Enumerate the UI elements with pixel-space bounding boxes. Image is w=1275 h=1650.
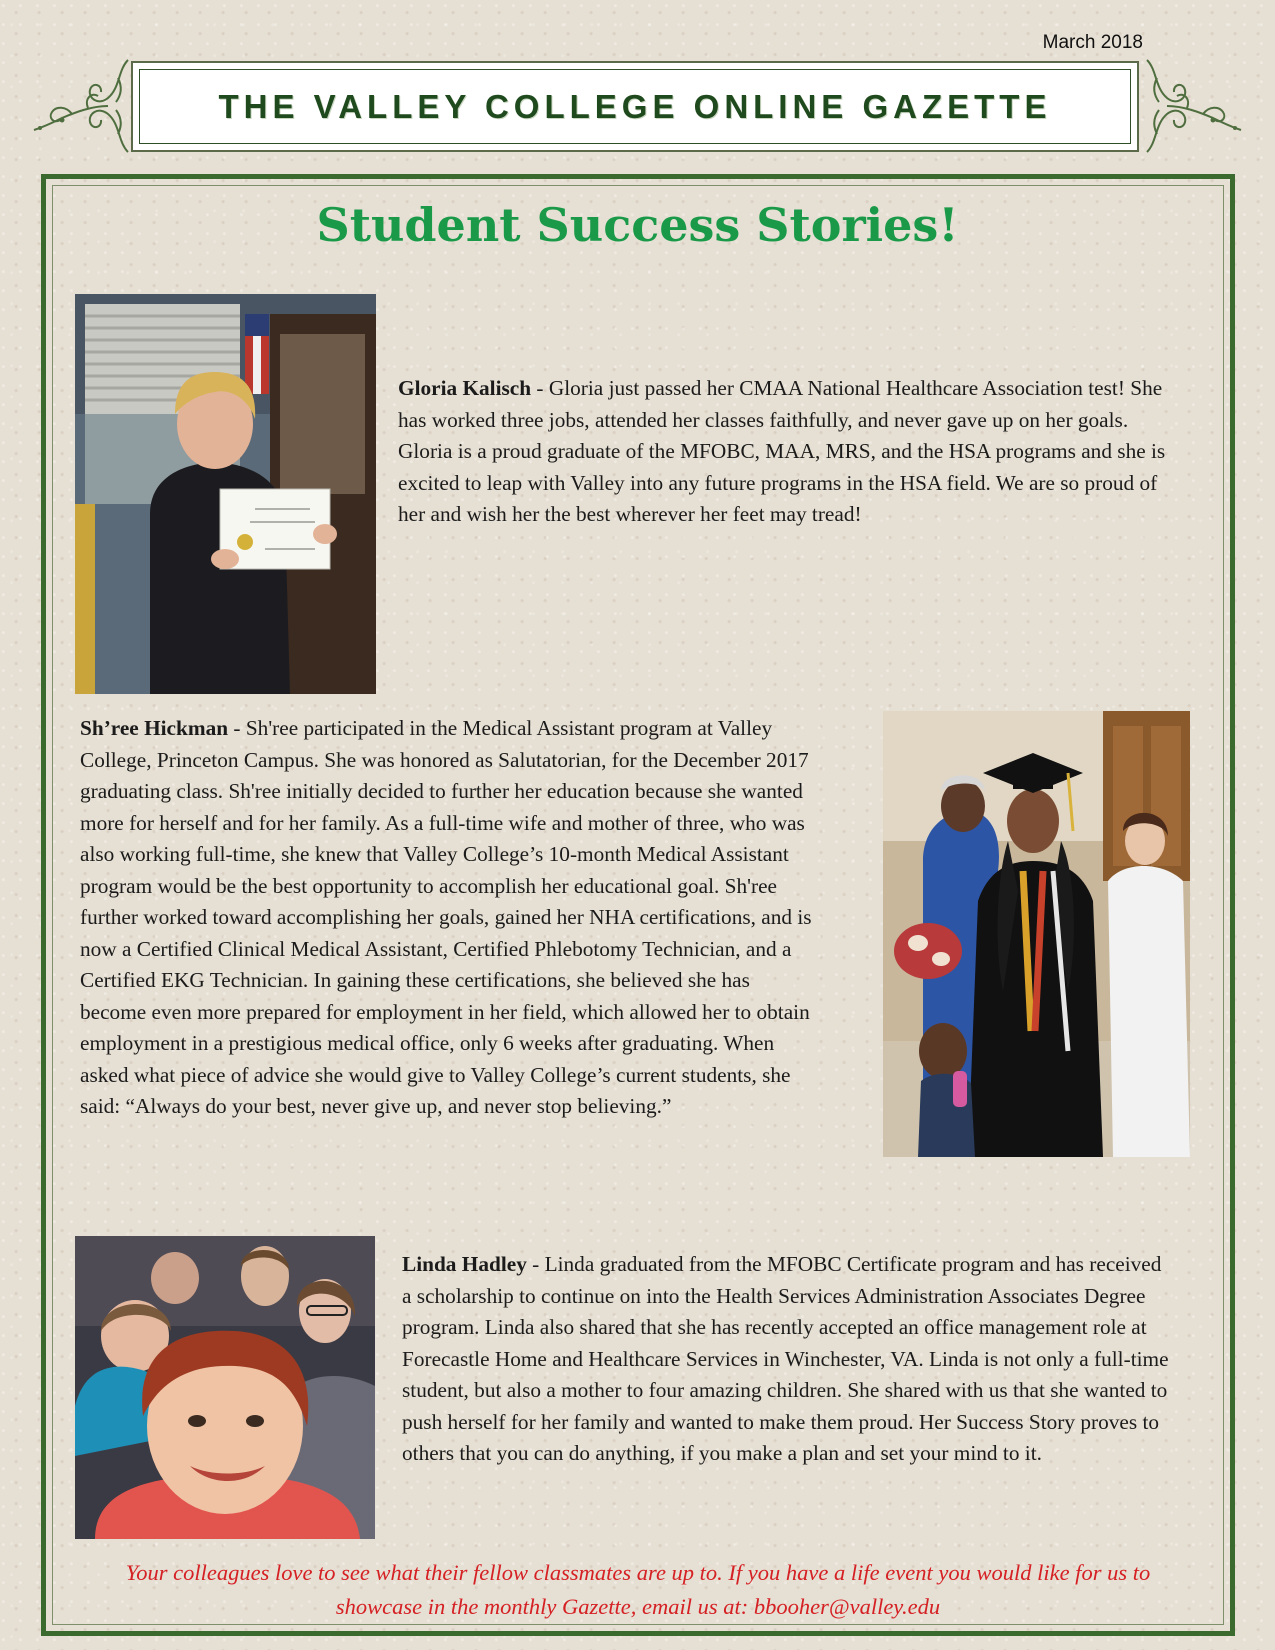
footer-call-to-action: Your colleagues love to see what their fellow classmates are up to. If you have a life event you would like for us to showcase in the monthly Gazette, email us at: bbooher@valley.edu	[125, 1560, 1151, 1619]
story-gloria-kalisch	[398, 373, 1173, 531]
photo-gloria-kalisch	[75, 294, 376, 694]
story-body: - Gloria just passed her CMAA National Healthcare Association test! She has worked three jobs, attended her classes faithfully, and never gave up on her goals. Gloria is a proud graduate of the MFOBC, MAA, MRS, and the HSA programs and she is excited to leap with Valley into any future programs in the HSA field. We are so proud of her and wish her the best wherever her feet may tread!	[398, 376, 1166, 526]
flourish-ornament-right	[1143, 58, 1243, 154]
photo-shree-hickman	[883, 711, 1190, 1157]
masthead	[131, 61, 1139, 152]
story-body: - Linda graduated from the MFOBC Certificate program and has received a scholarship to continue on into the Health Services Administration Associates Degree program. Linda also shared that she has recently accepted an office management role at Forecastle Home and Healthcare Services in Winchester, VA. Linda is not only a full-time student, but also a mother to four amazing children. She shared with us that she wanted to push herself for her family and wanted to make them proud. Her Success Story proves to others that you can do anything, if you make a plan and set your mind to it.	[402, 1252, 1169, 1465]
masthead-title: THE VALLEY COLLEGE ONLINE GAZETTE	[218, 87, 1052, 125]
issue-date: March 2018	[1042, 32, 1143, 53]
story-shree-hickman	[80, 713, 820, 1123]
story-name: Sh’ree Hickman	[80, 716, 229, 740]
story-name: Gloria Kalisch	[398, 376, 532, 400]
story-linda-hadley	[402, 1249, 1175, 1470]
flourish-ornament-left	[32, 58, 132, 154]
masthead-inner-border	[139, 69, 1131, 144]
story-name: Linda Hadley	[402, 1252, 527, 1276]
photo-linda-hadley	[75, 1236, 375, 1539]
headline: Student Success Stories!	[316, 198, 959, 252]
story-body: - Sh'ree participated in the Medical Assistant program at Valley College, Princeton Campus. She was honored as Salutatorian, for the December 2017 graduating class. Sh'ree initially decided to further her education because she wanted more for herself and for her family. As a full-time wife and mother of three, who was also working full-time, she knew that Valley College’s 10-month Medical Assistant program would be the best opportunity to accomplish her educational goal. Sh'ree further worked toward accomplishing her goals, gained her NHA certifications, and is now a Certified Clinical Medical Assistant, Certified Phlebotomy Technician, and a Certified EKG Technician. In gaining these certifications, she believed she has become even more prepared for employment in her field, which allowed her to obtain employment in a prestigious medical office, only 6 weeks after graduating. When asked what piece of advice she would give to Valley College’s current students, she said: “Always do your best, never give up, and never stop believing.”	[80, 716, 812, 1118]
